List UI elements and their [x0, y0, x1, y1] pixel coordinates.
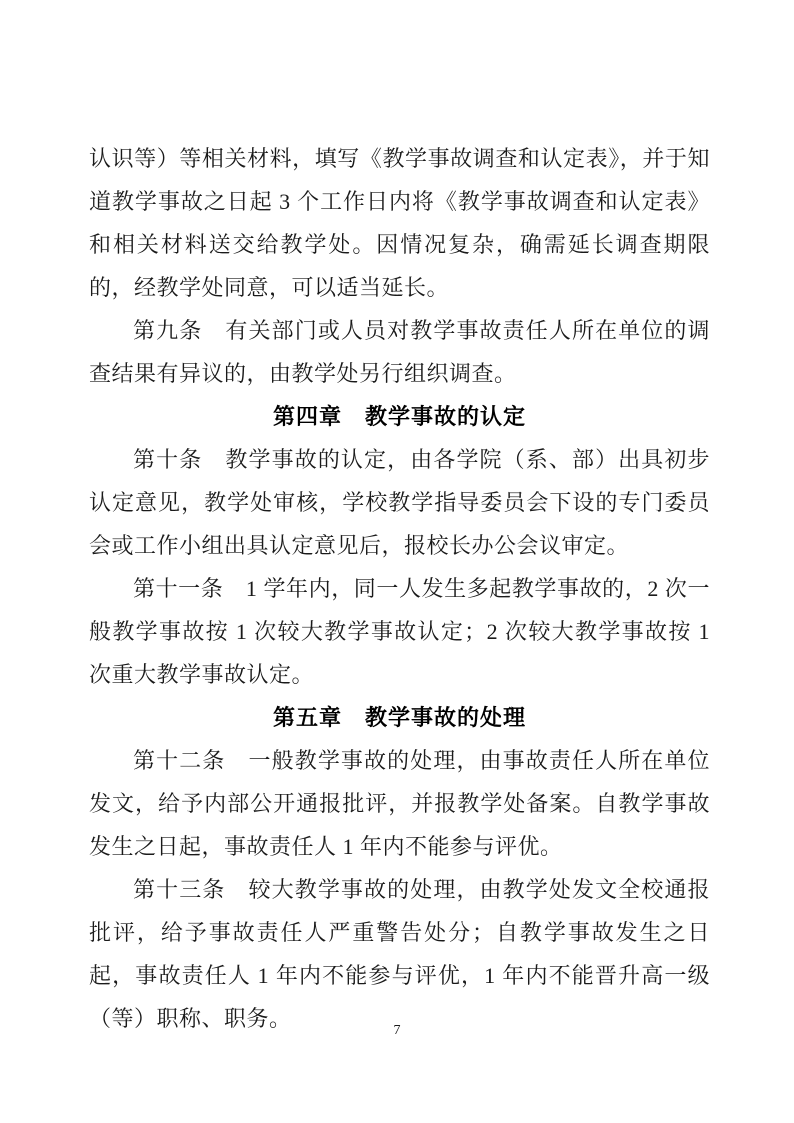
- paragraph-article-13: 第十三条 较大教学事故的处理，由教学处发文全校通报批评，给予事故责任人严重警告处分；自教学事故发生之日起，事故责任人 1 年内不能参与评优，1 年内不能晋升高一级（等）职称、职务。: [89, 877, 710, 1031]
- paragraph-article-12: 第十二条 一般教学事故的处理，由事故责任人所在单位发文，给予内部公开通报批评，并报教学处备案。自教学事故发生之日起，事故责任人 1 年内不能参与评优。: [89, 748, 710, 859]
- paragraph-article-9: 第九条 有关部门或人员对教学事故责任人所在单位的调查结果有异议的，由教学处另行组织调查。: [89, 318, 710, 386]
- chapter-5-heading: 第五章 教学事故的处理: [272, 705, 526, 730]
- page-number: 7: [393, 1023, 401, 1038]
- paragraph-article-10: 第十条 教学事故的认定，由各学院（系、部）出具初步认定意见，教学处审核，学校教学指导委员会下设的专门委员会或工作小组出具认定意见后，报校长办公会议审定。: [89, 447, 710, 558]
- document-content: [89, 137, 710, 1040]
- paragraph-article-11: 第十一条 1 学年内，同一人发生多起教学事故的，2 次一般教学事故按 1 次较大教学事故认定；2 次较大教学事故按 1 次重大教学事故认定。: [89, 576, 710, 687]
- chapter-4-heading: 第四章 教学事故的认定: [272, 404, 526, 429]
- paragraph-continuation: 认识等）等相关材料，填写《教学事故调查和认定表》，并于知道教学事故之日起 3 个工作日内将《教学事故调查和认定表》和相关材料送交给教学处。因情况复杂，确需延长调查期限的，经教学处同意，可以适当延长。: [89, 146, 710, 300]
